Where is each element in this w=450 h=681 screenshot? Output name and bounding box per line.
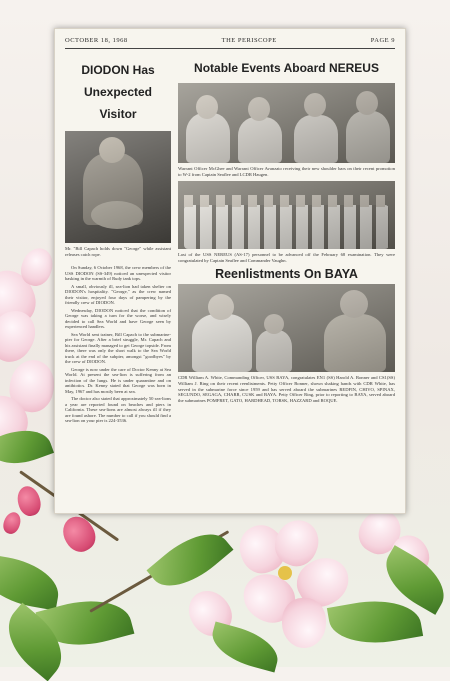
flower-center [278, 566, 292, 580]
left-article-title-line1: DIODON Has [81, 63, 155, 77]
left-article [65, 59, 171, 426]
sealion-photo-caption: Mr. "Bill Capach holds down "George" while assistant releases catch rope. [65, 246, 171, 257]
newspaper-page [54, 28, 406, 514]
paragraph: The doctor also stated that approximately 50 sea-lions a year are reported found on beaches and piers in California. These sea-lions are almost always ill if they are found ashore. The number to call if you should find a sea-lion on your pier is 224-3536. [65, 396, 171, 424]
sealion-photo [65, 131, 171, 243]
right-article [178, 59, 395, 403]
flower-bud [57, 511, 101, 557]
blossom-petal [0, 302, 44, 369]
page-header [65, 37, 395, 49]
paragraph: George is now under the care of Doctor Kenny at Sea World. At present the sea-lion is suffering from an infection of the lungs. He is under quarantine and on antibiotics. Dr. Kenny stated that George was born in May, 1967 and has mostly been at sea. [65, 366, 171, 394]
reenlistment-title: Reenlistments On BAYA [215, 267, 358, 282]
paragraph: Wednesday, DIODON noticed that the condition of George was taking a turn for the worse, and wisely decided to call Sea World and have George seen by experienced handlers. [65, 307, 171, 330]
left-article-title-line2: Unexpected Visitor [83, 85, 153, 121]
group-photo-caption: Last of the USS NEREUS (AS-17) personnel to be advanced off the February 68 examination. They were congratulated by Captain Seaflee and Commander Vaughn. [178, 252, 395, 263]
flower-bud [14, 484, 43, 519]
reenlistment-photo [178, 284, 395, 372]
page-number: PAGE 9 [370, 37, 395, 44]
publication-name: THE PERISCOPE [221, 37, 277, 44]
leaf [327, 593, 423, 652]
leaf [207, 622, 283, 673]
leaf [147, 519, 234, 601]
promotion-photo [178, 83, 395, 163]
left-article-body [65, 265, 171, 424]
paragraph: Sea World sent trainer, Bill Capach to the submarine-pier for George. After a brief struggle, Mr. Capach and his assistant finally managed to get George topside. From there, there was only the short walk to the Sea World truck at the end of the subpier, amongst "goodbyes" by the crew of DIODON. [65, 331, 171, 365]
promotion-photo-caption: Warrant Officer McGhee and Warrant Officer Avanzato receiving their new shoulder bars on their recent promotion to W-2 from Captain Seaflee and LCDR Haugen. [178, 166, 395, 177]
paragraph: On Sunday, 6 October 1968, the crew members of the USS DIODON (SS-349) noticed an unexpected visitor basking in the warmth of Rudy tank tops. [65, 265, 171, 282]
paragraph: A small, obviously ill, sea-lion had taken shelter on DIODON's hospitality. "George," as the crew named their visitor, enjoyed four days of pampering by the friendly crew of DIODON. [65, 283, 171, 306]
blossom-petal [282, 598, 326, 648]
group-photo [178, 181, 395, 249]
flower-bud [1, 510, 24, 536]
right-article-title: Notable Events Aboard NEREUS [194, 61, 379, 75]
reenlistment-caption: CDR William A. White, Commanding Officer, USS BAYA, congratulates EN1 (SS) Harold A. Bonner and CS1(SS) William J. Ring on their recent reenlistments. Petty Officer Bonner, shown shaking hands with CDR White, has served in the submarine force since 1959 and has served aboard the submarines REDFIN, CHIVO, SPINAX, SEGUNDO, SEGAGA, CHARR, CUSK and BAYA. Petty Officer Ring, prior to reporting to BAYA, served aboard the submarines POMFRET, GATO, HARDHEAD, TORSK, HAZZARD and ROQUE. [178, 375, 395, 403]
leaf [0, 553, 63, 610]
issue-date: OCTOBER 18, 1968 [65, 37, 128, 44]
